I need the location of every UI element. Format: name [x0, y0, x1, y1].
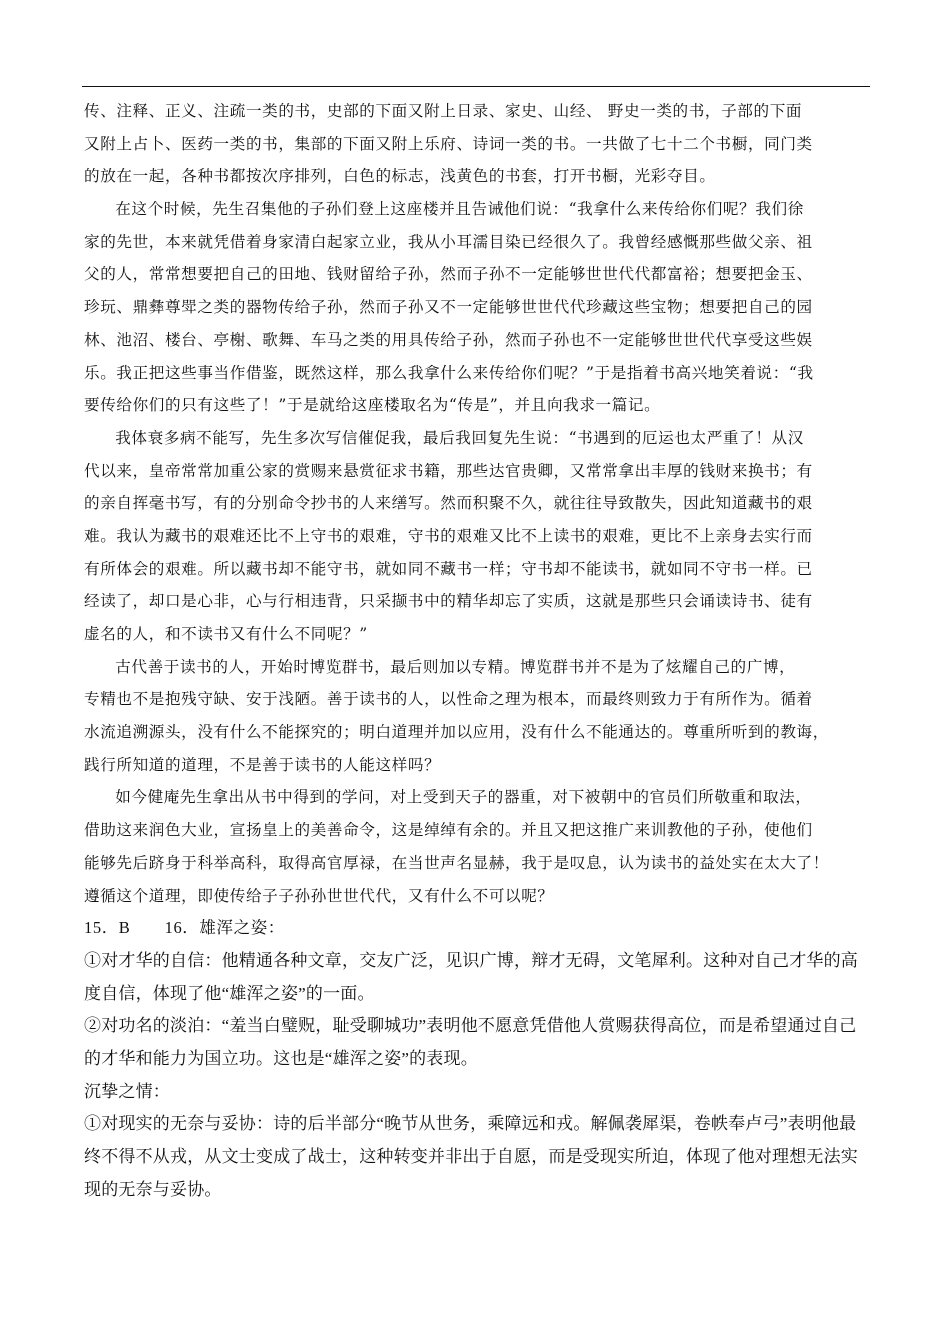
text-line: 家的先世，本来就凭借着身家清白起家立业，我从小耳濡目染已经很久了。我曾经感慨那些做父亲、祖	[84, 232, 813, 251]
text-line: 借助这来润色大业，宣扬皇上的美善命令，这是绰绰有余的。并且又把这推广来训教他的子孙，使他们	[84, 821, 813, 840]
text-line: 父的人，常常想要把自己的田地、钱财留给子孙，然而子孙不一定能够世世代代都富裕；想要把金玉、	[84, 265, 813, 284]
paragraph-start: 如今健庵先生拿出从书中得到的学问，对上受到天子的器重，对下被朝中的官员们所敬重和取法，	[115, 788, 812, 807]
answer-line: ①对才华的自信：他精通各种文章，交友广泛，见识广博，辩才无碍，文笔犀利。这种对自己才华的高	[84, 950, 858, 970]
answer-subheading: 沉挚之情：	[84, 1081, 170, 1101]
answer-line: ①对现实的无奈与妥协：诗的后半部分“晚节从世务，乘障远和戎。解佩袭犀渠，卷帙奉卢弓”表明他最	[84, 1114, 857, 1134]
document-body	[84, 95, 870, 1206]
text-line: 遵循这个道理，即使传给子子孙孙世世代代，又有什么不可以呢？	[84, 886, 554, 905]
text-line: 又附上占卜、医药一类的书，集部的下面又附上乐府、诗词一类的书。一共做了七十二个书橱，同门类	[84, 134, 813, 153]
text-line: 珍玩、鼎彝尊斝之类的器物传给子孙，然而子孙又不一定能够世世代代珍藏这些宝物；想要把自己的园	[84, 298, 813, 317]
answer-line: 终不得不从戎，从文士变成了战士，这种转变并非出于自愿，而是受现实所迫，体现了他对理想无法实	[84, 1147, 858, 1166]
answer-line: 的才华和能力为国立功。这也是“雄浑之姿”的表现。	[84, 1048, 478, 1068]
text-line: 林、池沼、楼台、亭榭、歌舞、车马之类的用具传给子孙，然而子孙也不一定能够世世代代享受这些娱	[84, 330, 813, 349]
text-line: 乐。我正把这些事当作借鉴，既然这样，那么我拿什么来传给你们呢？”于是指着书高兴地笑着说：“我	[84, 363, 814, 382]
header-rule	[82, 86, 870, 87]
paragraph-start: 在这个时候，先生召集他的子孙们登上这座楼并且告诫他们说：“我拿什么来传给你们呢？我们徐	[115, 200, 804, 219]
answer-key-line: 15．B 16．雄浑之姿：	[84, 918, 285, 938]
text-line: 水流追溯源头，没有什么不能探究的；明白道理并加以应用，没有什么不能通达的。尊重所听到的教诲，	[84, 723, 829, 742]
text-line: 的放在一起，各种书都按次序排列，白色的标志，浅黄色的书套，打开书橱，光彩夺目。	[84, 167, 716, 186]
text-line: 经读了，却口是心非，心与行相违背，只采撷书中的精华却忘了实质，这就是那些只会诵读诗书、徒有	[84, 592, 813, 611]
text-line: 难。我认为藏书的艰难还比不上守书的艰难，守书的艰难又比不上读书的艰难，更比不上亲身去实行而	[84, 526, 813, 545]
text-line: 践行所知道的道理，不是善于读书的人能这样吗？	[84, 755, 441, 774]
answer-line: ②对功名的淡泊：“羞当白璧贶，耻受聊城功”表明他不愿意凭借他人赏赐获得高位，而是希望通过自己	[84, 1016, 857, 1036]
text-line: 专精也不是抱残守缺、安于浅陋。善于读书的人，以性命之理为根本，而最终则致力于有所作为。循着	[84, 690, 813, 709]
text-line: 代以来，皇帝常常加重公家的赏赐来悬赏征求书籍，那些达官贵卿，又常常拿出丰厚的钱财来换书；有	[84, 461, 813, 480]
text-line: 虚名的人，和不读书又有什么不同呢？”	[84, 625, 368, 643]
text-line: 能够先后跻身于科举高科，取得高官厚禄，在当世声名显赫，我于是叹息，认为读书的益处实在太大了！	[84, 853, 829, 872]
text-line: 的亲自挥毫书写，有的分别命令抄书的人来缮写。然而积聚不久，就往往导致散失，因此知道藏书的艰	[84, 494, 813, 513]
paragraph-start: 古代善于读书的人，开始时博览群书，最后则加以专精。博览群书并不是为了炫耀自己的广博，	[115, 657, 796, 676]
text-line: 有所体会的艰难。所以藏书却不能守书，就如同不藏书一样；守书却不能读书，就如同不守书一样。已	[84, 559, 813, 578]
answer-line: 现的无奈与妥协。	[84, 1179, 222, 1199]
answer-line: 度自信，体现了他“雄浑之姿”的一面。	[84, 983, 375, 1003]
text-line: 要传给你们的只有这些了！”于是就给这座楼取名为“传是”，并且向我求一篇记。	[84, 396, 661, 415]
text-line: 传、注释、正义、注疏一类的书，史部的下面又附上日录、家史、山经、 野史一类的书，子部的下面	[84, 102, 803, 120]
paragraph-start: 我体衰多病不能写，先生多次写信催促我，最后我回复先生说：“书遇到的厄运也太严重了！从汉	[115, 428, 804, 447]
